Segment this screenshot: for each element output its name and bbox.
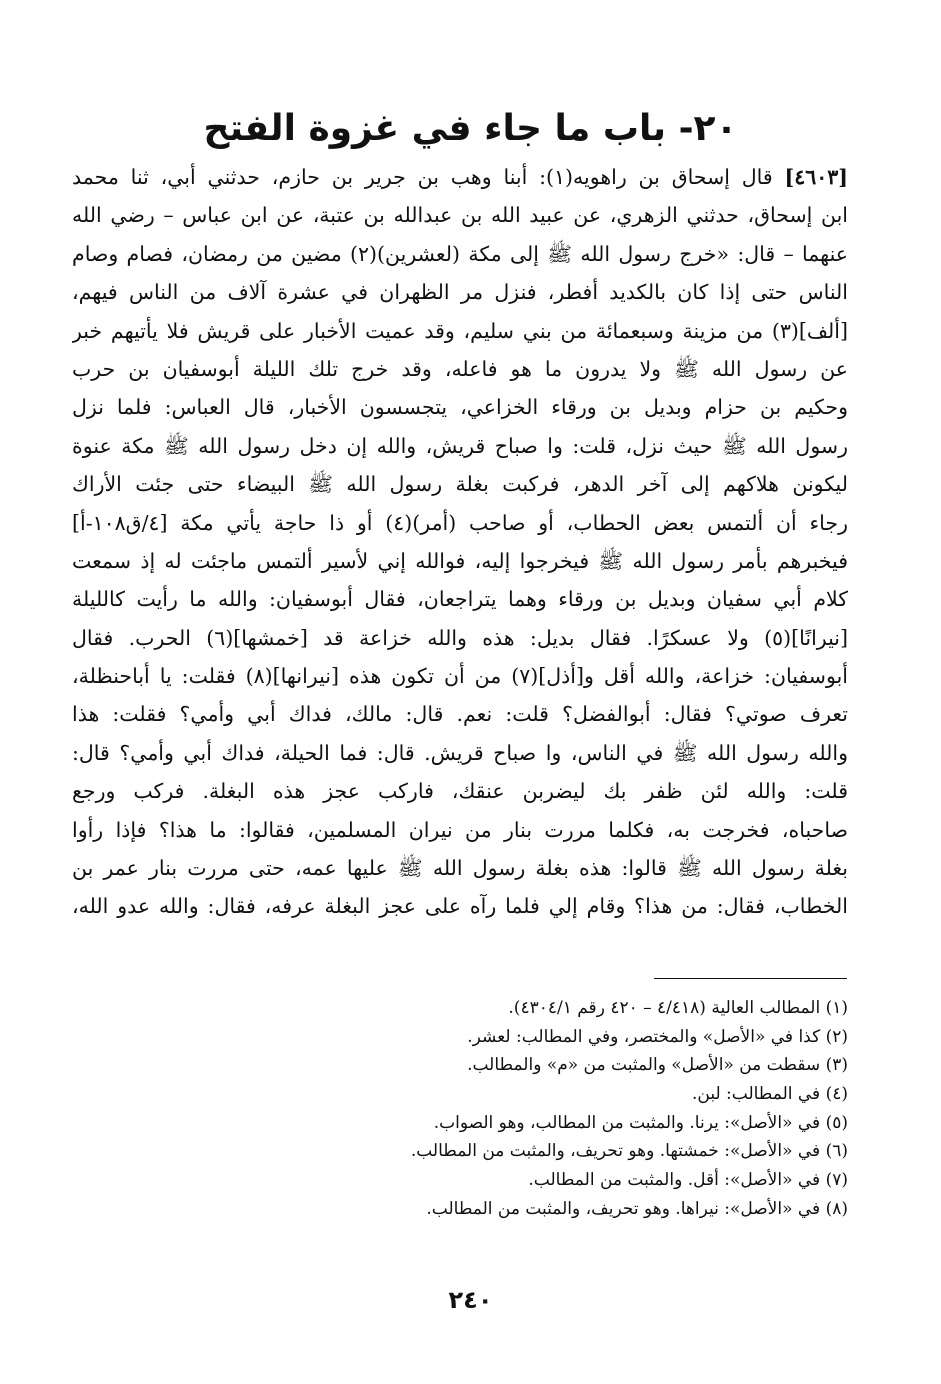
body-line: تعرف صوتي؟ فقال: أبوالفضل؟ قلت: نعم. قال: مالك، فداك أبي وأمي؟ فقلت: هذا [72, 702, 848, 727]
footnote-item: (٦) في «الأصل»: خمشتها. وهو تحريف، والمثبت من المطالب. [410, 1141, 848, 1162]
body-line: [نيرانًا](٥) ولا عسكرًا. فقال بديل: هذه والله خزاعة قد [خمشها](٦) الحرب. فقال [72, 625, 848, 650]
hadith-text [72, 158, 848, 926]
footnotes-list [72, 994, 848, 1224]
body-line: ابن إسحاق، حدثني الزهري، عن عبيد الله بن عبدالله بن عتبة، عن ابن عباس – رضي الله [72, 203, 848, 228]
body-line: عنهما – قال: «خرج رسول الله ﷺ إلى مكة (لعشرين)(٢) مضين من رمضان، فصام وصام [72, 241, 848, 266]
body-line: وحكيم بن حزام وبديل بن ورقاء الخزاعي، يتجسسون الأخبار، قال العباس: فلما نزل [72, 395, 848, 420]
body-line: صاحباه، فخرجت به، فكلما مررت بنار من نيران المسلمين، فقالوا: ما هذا؟ فإذا رأوا [72, 817, 848, 842]
footnote-item: (٢) كذا في «الأصل» والمختصر، وفي المطالب: لعشر. [467, 1026, 848, 1047]
body-line: كلام أبي سفيان وبديل بن ورقاء وهما يتراجعان، فقال أبوسفيان: والله ما رأيت كالليلة [72, 587, 848, 612]
body-line: بغلة رسول الله ﷺ قالوا: هذه بغلة رسول الله ﷺ عليها عمه، حتى مررت بنار عمر بن [72, 856, 848, 881]
body-line: ليكونن هلاكهم إلى آخر الدهر، فركبت بغلة رسول الله ﷺ البيضاء حتى جئت الأراك [72, 472, 848, 497]
body-line: الخطاب، فقال: من هذا؟ وقام إلي فلما رآه على عجز البغلة عرفه، فقال: والله عدو الله، [72, 894, 848, 919]
body-line: الناس حتى إذا كان بالكديد أفطر، فنزل مر الظهران في عشرة آلاف من الناس فيهم، [72, 280, 848, 305]
page-number: ٢٤٠ [448, 1286, 493, 1314]
body-line: رسول الله ﷺ حيث نزل، قلت: وا صباح قريش، والله إن دخل رسول الله ﷺ مكة عنوة [72, 433, 848, 458]
body-line [72, 158, 848, 196]
body-line: [ألف](٣) من مزينة وسبعمائة من بني سليم، وقد عميت الأخبار على قريش فلا يأتيهم خبر [72, 318, 848, 343]
chapter-title: ٢٠- باب ما جاء في غزوة الفتح [203, 108, 738, 149]
body-line: والله رسول الله ﷺ في الناس، وا صباح قريش. قال: فما الحيلة، فداك أبي وأمي؟ قال: [72, 740, 848, 765]
footnote-item: (٧) في «الأصل»: أقل. والمثبت من المطالب. [528, 1170, 848, 1191]
body-line: عن رسول الله ﷺ ولا يدرون ما هو فاعله، وقد خرج تلك الليلة أبوسفيان بن حرب [72, 356, 848, 381]
body-line: أبوسفيان: خزاعة، والله أقل و[أذل](٧) من أن تكون هذه [نيرانها](٨) فقلت: يا أباحنظلة، [72, 664, 848, 689]
body-line: فيخبرهم بأمر رسول الله ﷺ فيخرجوا إليه، فوالله إني لأسير ألتمس ماجئت له إذ سمعت [72, 548, 848, 573]
hadith-number: [٤٦٠٣] [784, 165, 848, 189]
footnote-item: (٥) في «الأصل»: يرنا. والمثبت من المطالب، وهو الصواب. [433, 1112, 848, 1133]
footnote-item: (٨) في «الأصل»: نيراها. وهو تحريف، والمثبت من المطالب. [426, 1198, 848, 1219]
body-line-text: قال إسحاق بن راهويه(١): أبنا وهب بن جرير بن حازم، حدثني أبي، ثنا محمد [72, 165, 773, 189]
body-line: قلت: والله لئن ظفر بك ليضربن عنقك، فاركب عجز هذه البغلة. فركب ورجع [72, 779, 848, 804]
body-line: رجاء أن ألتمس بعض الحطاب، أو صاحب (أمر)(٤) أو ذا حاجة يأتي مكة [٤/ق١٠٨-أ] [72, 510, 848, 535]
footnote-item: (١) المطالب العالية (٤/٤١٨ – ٤٢٠ رقم ٤٣٠٤/١). [508, 998, 848, 1018]
footnote-divider [654, 978, 847, 979]
footnote-item: (٤) في المطالب: لبن. [691, 1084, 848, 1105]
footnote-item: (٣) سقطت من «الأصل» والمثبت من «م» والمطالب. [467, 1055, 848, 1076]
